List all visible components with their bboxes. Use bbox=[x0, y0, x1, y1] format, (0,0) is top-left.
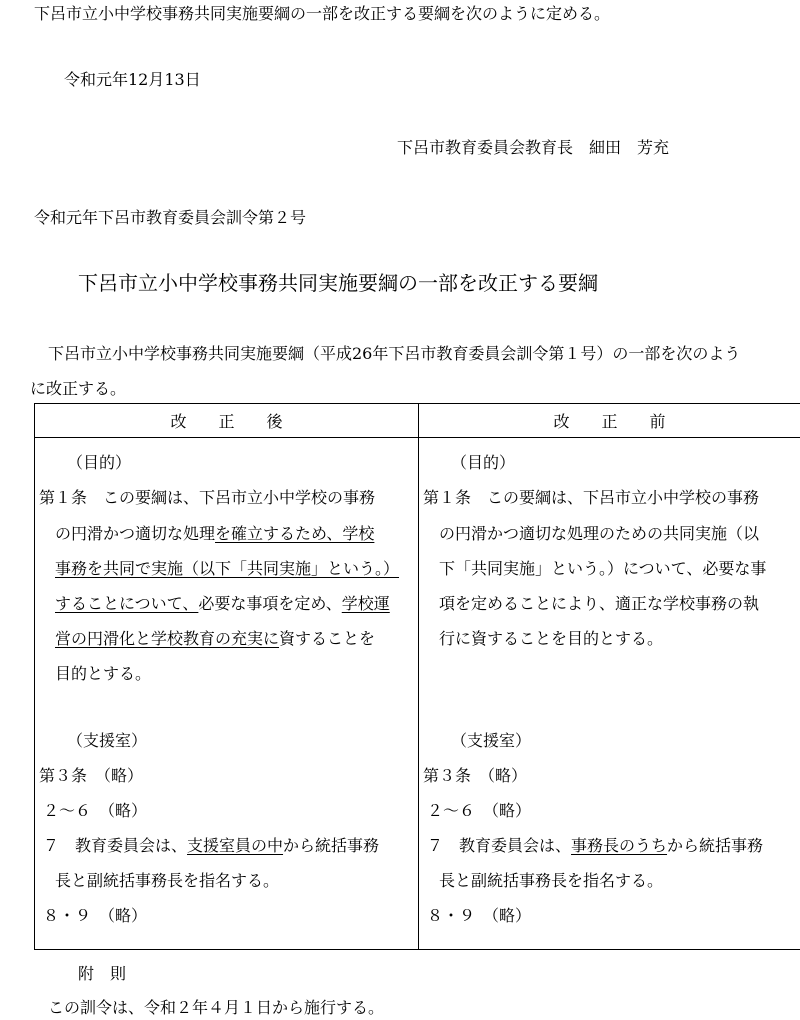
supplementary-text: この訓令は、令和２年４月１日から施行する。 bbox=[48, 998, 385, 1017]
intro-text: 下呂市立小中学校事務共同実施要綱の一部を改正する要綱を次のように定める。 bbox=[34, 4, 611, 23]
before-article1-line5: 行に資することを目的とする。 bbox=[439, 629, 664, 648]
table-header-row bbox=[35, 404, 800, 438]
enactment-date: 令和元年12月13日 bbox=[64, 70, 201, 89]
after-article1-line5: 営の円滑化と学校教育の充実に資することを bbox=[55, 629, 376, 648]
before-item7-line1: ７ 教育委員会は、事務長のうちから統括事務 bbox=[427, 836, 764, 855]
before-article1-line2: の円滑かつ適切な処理のための共同実施（以 bbox=[439, 524, 760, 543]
signatory: 下呂市教育委員会教育長 細田 芳充 bbox=[397, 138, 670, 157]
before-items-2-6: ２〜６ （略） bbox=[427, 801, 532, 820]
after-article1-line3: 事務を共同で実施（以下「共同実施」という。） bbox=[55, 559, 400, 578]
before-items-8-9: ８・９ （略） bbox=[427, 906, 532, 925]
before-support-heading: （支援室） bbox=[451, 731, 532, 750]
after-article1-line1: 第１条 この要綱は、下呂市立小中学校の事務 bbox=[39, 488, 376, 507]
header-before: 改 正 前 bbox=[419, 404, 800, 438]
after-item7-line2: 長と副統括事務長を指名する。 bbox=[55, 871, 280, 890]
after-item7-line1: ７ 教育委員会は、支援室員の中から統括事務 bbox=[43, 836, 380, 855]
before-purpose-heading: （目的） bbox=[451, 453, 516, 472]
body-text-line-2: に改正する。 bbox=[30, 379, 127, 398]
after-items-2-6: ２〜６ （略） bbox=[43, 801, 148, 820]
before-article1-line3: 下「共同実施」という。）について、必要な事 bbox=[439, 559, 767, 578]
after-article1-line2: の円滑かつ適切な処理を確立するため、学校 bbox=[55, 524, 375, 543]
after-purpose-heading: （目的） bbox=[67, 453, 132, 472]
after-items-8-9: ８・９ （略） bbox=[43, 906, 148, 925]
comparison-table bbox=[34, 403, 800, 950]
before-article1-line1: 第１条 この要綱は、下呂市立小中学校の事務 bbox=[423, 488, 760, 507]
after-article1-line6: 目的とする。 bbox=[55, 664, 152, 683]
supplementary-heading: 附 則 bbox=[78, 964, 127, 983]
before-article3: 第３条 （略） bbox=[423, 766, 528, 785]
before-article1-line4: 項を定めることにより、適正な学校事務の執 bbox=[439, 594, 760, 613]
after-article1-line4: することについて、必要な事項を定め、学校運 bbox=[55, 594, 390, 613]
after-column bbox=[35, 438, 419, 950]
notice-number: 令和元年下呂市教育委員会訓令第２号 bbox=[34, 208, 307, 227]
document-title: 下呂市立小中学校事務共同実施要綱の一部を改正する要綱 bbox=[78, 271, 598, 295]
header-after: 改 正 後 bbox=[35, 404, 419, 438]
after-support-heading: （支援室） bbox=[67, 731, 148, 750]
before-column bbox=[419, 438, 800, 950]
after-article3: 第３条 （略） bbox=[39, 766, 144, 785]
body-text-line-1: 下呂市立小中学校事務共同実施要綱（平成26年下呂市教育委員会訓令第１号）の一部を次のよう bbox=[48, 344, 741, 363]
before-item7-line2: 長と副統括事務長を指名する。 bbox=[439, 871, 664, 890]
